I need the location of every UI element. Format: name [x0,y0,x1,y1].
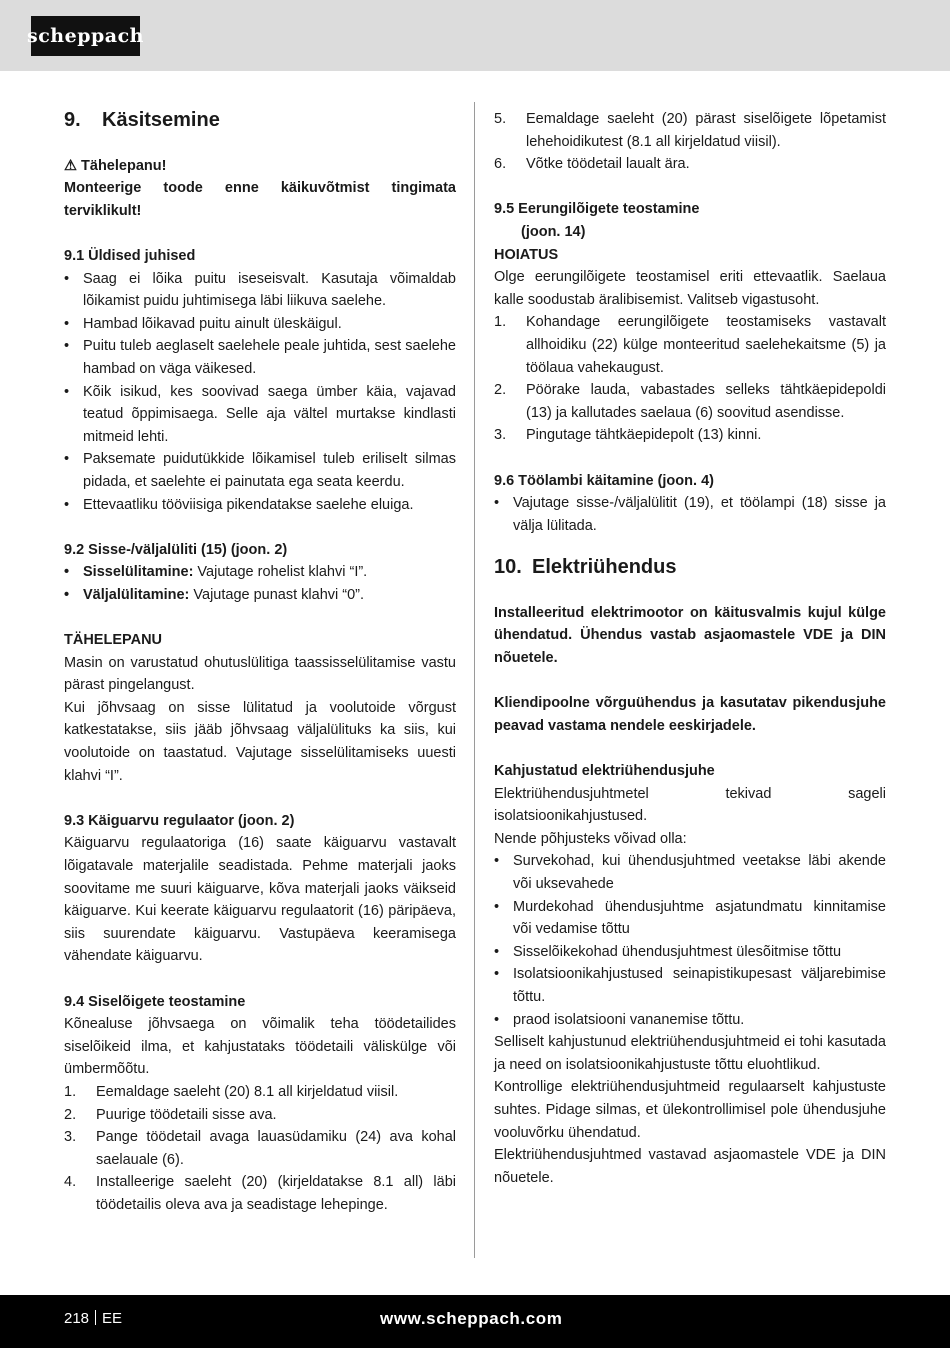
notice-title: TÄHELEPANU [64,632,163,649]
scheppach-logo: scheppach [31,16,140,56]
section-title: Elektriühendus [532,556,677,579]
list-item: • Saag ei lõika puitu iseseisvalt. Kasutaja võimaldab lõikamist puidu juhtimisega läbi liikuva saelehe. [64,270,456,310]
list-item: • Survekohad, kui ühendusjuhtmed veetakse läbi akende või uksevahede [494,853,886,892]
page-header [0,0,950,71]
section-number: 10. [494,556,522,579]
subsection-9-5-title: 9.5 Eerungilõigete teostamine [494,201,700,218]
numbered-step: 2. Pöörake lauda, vabastades selleks tähtkäepidepoldi (13) ja kallutades saelaua (6) soovitud asendisse. [494,382,886,421]
subsection-9-4-intro: Kõnealuse jõhvsaega on võimalik teha töödetailides siselõikeid ilma, et kahjustataks töödetaili väliskülge või ümbermõõtu. [64,1016,456,1078]
damaged-cable-paragraph: Kontrollige elektriühendusjuhtmeid regulaarselt kahjustuste suhtes. Pidage silmas, et ülekontrollimisel pole ühendusjuhe vooluvõrku ühendatud. [494,1079,886,1141]
hoiatus-text: Olge eerungilõigete teostamisel eriti ettevaatlik. Saelaua kalle soodustab äralibisemist. Valitseb vigastusoht. [494,269,886,308]
numbered-step: 5. Eemaldage saeleht (20) pärast siselõigete lõpetamist lehehoidikutest (8.1 all kirjeldatud viisil). [494,111,886,150]
list-item: • Sisselõikekohad ühendusjuhtmest ülesõitmise tõttu [494,943,842,960]
numbered-step: 2. Puurige töödetaili sisse ava. [64,1106,277,1123]
hoiatus-label: HOIATUS [494,246,559,263]
list-item: • Kõik isikud, kes soovivad saega ümber käia, vajavad teatud õppimisaega. Selle aja vältel murtakse kindlasti mitmeid lehti. [64,383,456,445]
warning-heading [64,155,456,178]
notice-paragraph: Kui jõhvsaag on sisse lülitatud ja voolutoide võrgust katkestatakse, siis jääb jõhvsaag väljalülituks ka siis, kui voolutoide on taastatud. Vajutage sisselülitamiseks uuesti klahvi “I”. [64,699,456,784]
column-divider [474,102,475,1258]
numbered-step: 3. Pingutage tähtkäepidepolt (13) kinni. [494,427,762,444]
damaged-cable-paragraph: Elektriühendusjuhtmed vastavad asjaomastele VDE ja DIN nõuetele. [494,1147,886,1186]
numbered-step: 6. Võtke töödetail laualt ära. [494,156,690,173]
page-info [64,1310,122,1327]
subsection-9-5-figure-ref: (joon. 14) [521,223,586,240]
list-item: • Paksemate puidutükkide lõikamisel tuleb eriliselt silmas pidada, et saelehte ei painutata ega seata keerdu. [64,451,456,490]
damaged-cable-paragraph: Selliselt kahjustunud elektriühendusjuhtmeid ei tohi kasutada ja need on isolatsioonikahjustuste tõttu eluohtlikud. [494,1034,886,1073]
list-item: • Puitu tuleb aeglaselt saelehele peale juhtida, sest saelehe hambad on väga väikesed. [64,338,456,377]
list-item: • Isolatsioonikahjustused seinapistikupesast väljarebimise tõttu. [494,966,886,1005]
damaged-cable-intro: Elektriühendusjuhtmetel tekivad sageli isolatsioonikahjustused. [494,785,886,825]
subsection-9-3-text: Käiguarvu regulaatoriga (16) saate käiguarvu vastavalt lõigatavale materjalile seadistada. Pehme materjali jaoks soovitame me suuri käiguarve, kõva materjali jaoks väikseid käiguarve. Kui keerate käiguarvu regulaatorit (16) päripäeva, siis suurendate käiguarvu. Vastupäeva keeramisega vähendate käiguarvu. [64,835,456,965]
numbered-step: 3. Pange töödetail avaga lauasüdamiku (24) ava kohal saelauale (6). [64,1129,456,1168]
numbered-step: 1. Kohandage eerungilõigete teostamiseks vastavalt allhoidiku (22) külge monteeritud saelehekaitsme (5) ja töölaua vahekaugust. [494,314,886,376]
left-column [64,108,456,1217]
numbered-step: 4. Installeerige saeleht (20) (kirjeldatakse 8.1 all) läbi töödetailis oleva ava ja seadistage lehepinge. [64,1174,456,1213]
section-9-heading [64,108,456,132]
subsection-9-6-title: 9.6 Töölambi käitamine (joon. 4) [494,472,714,489]
page-number: 218 [64,1310,90,1327]
page-footer [0,1295,950,1348]
subsection-9-1-title: 9.1 Üldised juhised [64,247,196,264]
subsection-9-4-title: 9.4 Siselõigete teostamine [64,993,246,1010]
damaged-cable-title: Kahjustatud elektriühendusjuhe [494,763,715,780]
list-item: • Hambad lõikavad puitu ainult üleskäigul. [64,315,342,332]
section-title: Käsitsemine [102,109,220,131]
subsection-9-3-title: 9.3 Käiguarvu regulaator (joon. 2) [64,812,295,829]
list-item: • Murdekohad ühendusjuhtme asjatundmatu kinnitamise või vedamise tõttu [494,898,886,938]
list-item: • Ettevaatliku tööviisiga pikendatakse saelehe eluiga. [64,496,414,513]
website-link[interactable]: www.scheppach.com [380,1309,563,1328]
section-number: 9. [64,109,81,131]
footer-separator [95,1310,96,1325]
warning-label: Tähelepanu! [81,157,167,174]
section-10-heading [494,555,886,579]
section-10-paragraph: Installeeritud elektrimootor on käitusvalmis kujul külge ühendatud. Ühendus vastab asjaomastele VDE ja DIN nõuetele. [494,604,886,667]
list-item: • Väljalülitamine: Vajutage punast klahvi “0”. [64,586,365,603]
subsection-9-2-title: 9.2 Sisse-/väljalüliti (15) (joon. 2) [64,541,288,558]
list-item: • Vajutage sisse-/väljalülitit (19), et töölampi (18) sisse ja välja lülitada. [494,495,886,534]
list-item: • Sisselülitamine: Vajutage rohelist klahvi “I”. [64,564,368,581]
notice-paragraph: Masin on varustatud ohutuslülitiga taassisselülitamise vastu pärast pingelangust. [64,654,456,694]
numbered-step: 1. Eemaldage saeleht (20) 8.1 all kirjeldatud viisil. [64,1083,399,1100]
language-code: EE [102,1310,123,1327]
list-item: • praod isolatsiooni vananemise tõttu. [494,1011,745,1028]
section-10-paragraph: Kliendipoolne võrguühendus ja kasutatav pikendusjuhe peavad vastama nendele eeskirjadele. [494,695,886,734]
right-column [494,108,886,1189]
damaged-cable-reasons-intro: Nende põhjusteks võivad olla: [494,830,687,847]
warning-triangle-icon: ⚠ [64,157,77,174]
warning-text: Monteerige toode enne käikuvõtmist tingimata terviklikult! [64,180,456,219]
